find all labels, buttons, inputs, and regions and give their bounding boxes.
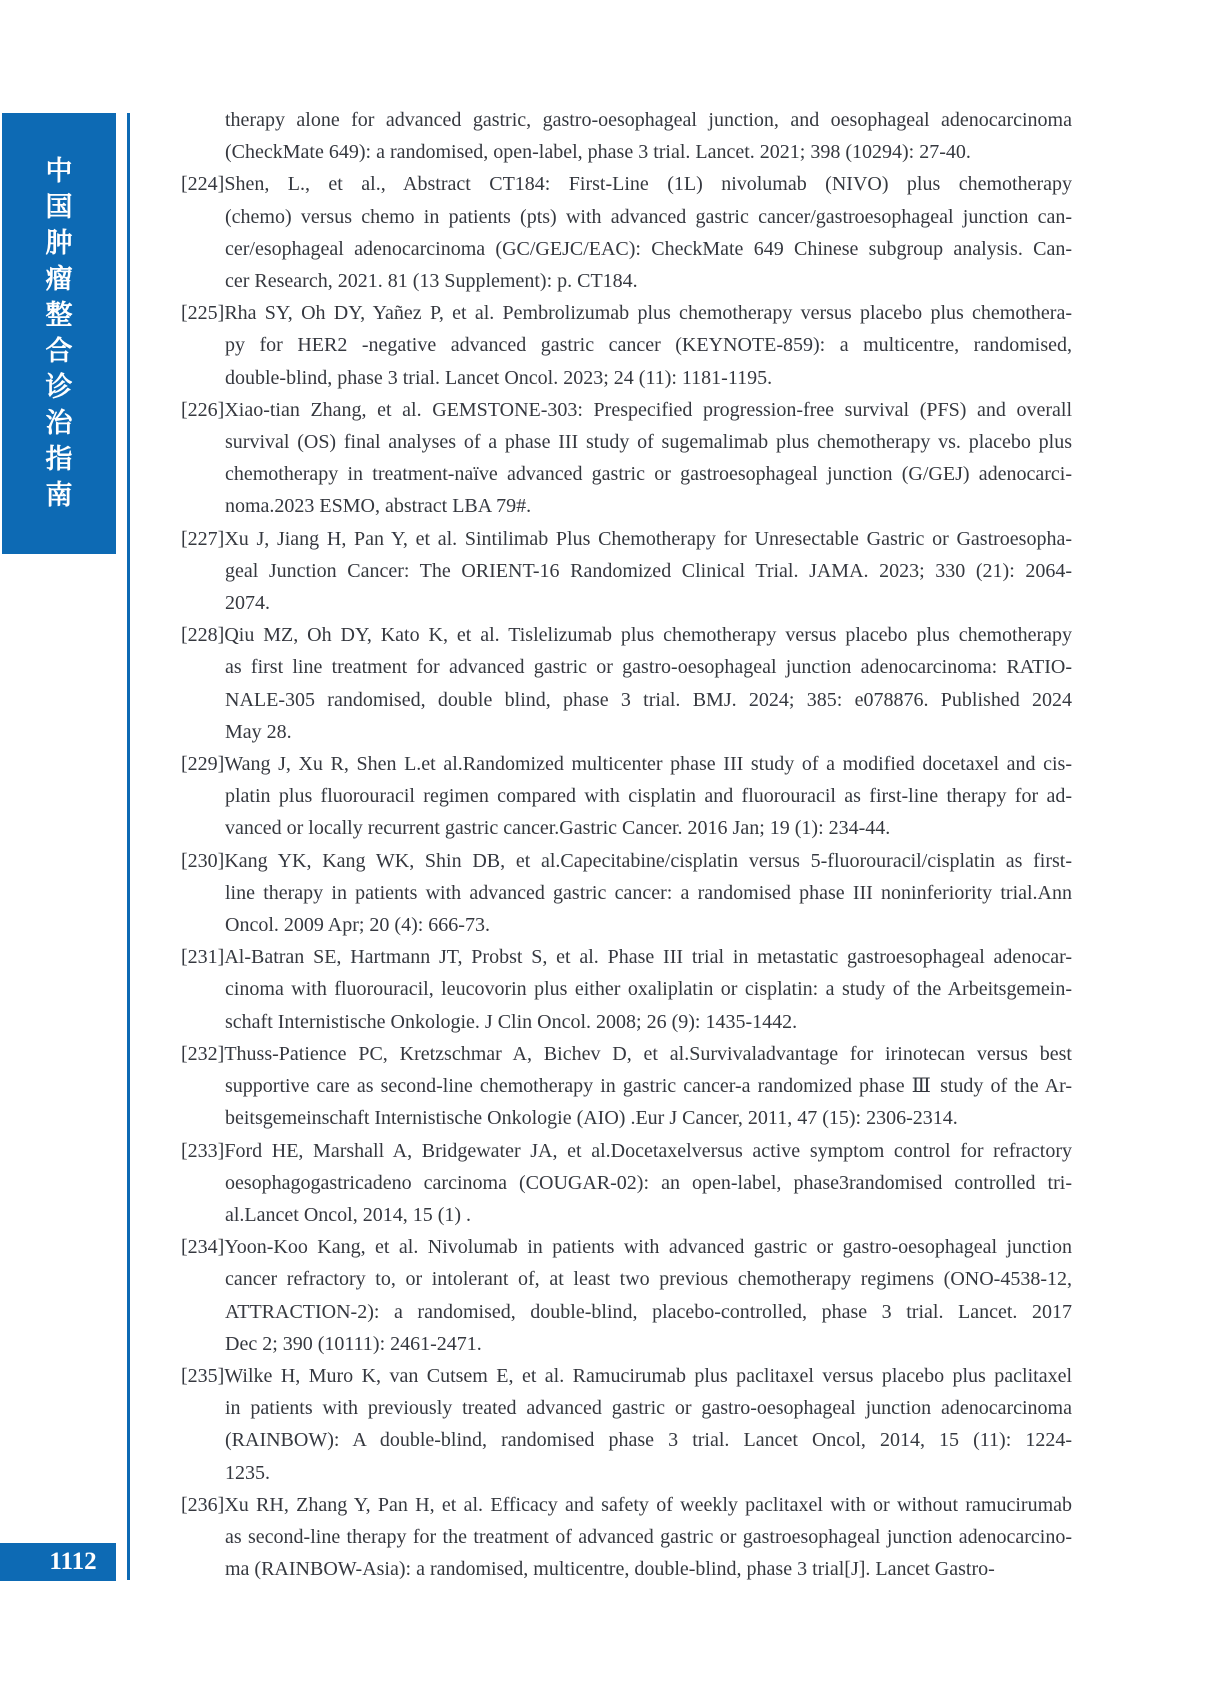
reference-line: beitsgemeinschaft Internistische Onkologie (AIO) .Eur J Cancer, 2011, 47 (15): 2306-2314.: [225, 1107, 958, 1130]
reference-entry: [181, 619, 1072, 748]
reference-entry: [181, 1038, 1072, 1135]
sidebar-divider-rule: [127, 113, 130, 1580]
reference-line: [233]Ford HE, Marshall A, Bridgewater JA, et al.Docetaxelversus active symptom control for refractory: [181, 1139, 1072, 1162]
book-title-char: 诊: [45, 372, 73, 403]
reference-entry: [181, 394, 1072, 523]
page-number: 1112: [49, 1548, 97, 1575]
reference-line: in patients with previously treated advanced gastric or gastro-oesophageal junction adenocarcinoma: [225, 1397, 1072, 1420]
reference-line: chemotherapy in treatment-naïve advanced gastric or gastroesophageal junction (G/GEJ) adenocarci-: [225, 463, 1072, 486]
book-title-char: 国: [45, 192, 73, 223]
reference-line: cer/esophageal adenocarcinoma (GC/GEJC/EAC): CheckMate 649 Chinese subgroup analysis. Can-: [225, 237, 1072, 260]
reference-line: May 28.: [225, 720, 292, 743]
references-list: [181, 104, 1072, 1585]
reference-line: double-blind, phase 3 trial. Lancet Oncol. 2023; 24 (11): 1181-1195.: [225, 366, 773, 389]
reference-line: 2074.: [225, 592, 270, 615]
reference-line: [235]Wilke H, Muro K, van Cutsem E, et al. Ramucirumab plus paclitaxel versus placebo plus paclitaxel: [181, 1364, 1072, 1387]
reference-line: [229]Wang J, Xu R, Shen L.et al.Randomized multicenter phase III study of a modified docetaxel and cis-: [181, 753, 1072, 776]
book-title-vertical-banner: [2, 113, 116, 554]
reference-entry: [181, 104, 1072, 168]
reference-line: line therapy in patients with advanced gastric cancer: a randomised phase III noninferiority trial.Ann: [225, 881, 1072, 904]
reference-line: Dec 2; 390 (10111): 2461-2471.: [225, 1332, 482, 1355]
reference-line: ATTRACTION-2): a randomised, double-blind, placebo-controlled, phase 3 trial. Lancet. 2017: [225, 1300, 1072, 1323]
reference-line: noma.2023 ESMO, abstract LBA 79#.: [225, 495, 532, 518]
reference-line: (RAINBOW): A double-blind, randomised phase 3 trial. Lancet Oncol, 2014, 15 (11): 1224-: [225, 1429, 1072, 1452]
reference-entry: [181, 168, 1072, 297]
book-title-char: 肿: [45, 228, 73, 259]
reference-entry: [181, 1231, 1072, 1360]
reference-line: [232]Thuss-Patience PC, Kretzschmar A, Bichev D, et al.Survivaladvantage for irinotecan versus best: [181, 1042, 1072, 1065]
reference-line: oesophagogastricadeno carcinoma (COUGAR-02): an open-label, phase3randomised controlled tri-: [225, 1171, 1072, 1194]
book-title-char: 南: [45, 480, 73, 511]
book-title-char: 中: [45, 156, 73, 187]
reference-line: [234]Yoon-Koo Kang, et al. Nivolumab in patients with advanced gastric or gastro-oesophageal junction: [181, 1236, 1072, 1259]
reference-entry: [181, 297, 1072, 394]
reference-line: [231]Al-Batran SE, Hartmann JT, Probst S, et al. Phase III trial in metastatic gastroesophageal adenocar-: [181, 946, 1072, 969]
reference-line: vanced or locally recurrent gastric cancer.Gastric Cancer. 2016 Jan; 19 (1): 234-44.: [225, 817, 891, 840]
reference-line: [224]Shen, L., et al., Abstract CT184: First-Line (1L) nivolumab (NIVO) plus chemotherapy: [181, 173, 1072, 196]
reference-line: [236]Xu RH, Zhang Y, Pan H, et al. Efficacy and safety of weekly paclitaxel with or without ramucirumab: [181, 1493, 1072, 1516]
reference-line: NALE-305 randomised, double blind, phase 3 trial. BMJ. 2024; 385: e078876. Published 2024: [225, 688, 1072, 711]
reference-line: (CheckMate 649): a randomised, open-label, phase 3 trial. Lancet. 2021; 398 (10294): 27-40.: [225, 141, 971, 164]
reference-line: [227]Xu J, Jiang H, Pan Y, et al. Sintilimab Plus Chemotherapy for Unresectable Gastric or Gastroesopha-: [181, 527, 1072, 550]
reference-line: platin plus fluorouracil regimen compared with cisplatin and fluorouracil as first-line therapy for ad-: [225, 785, 1072, 808]
reference-entry: [181, 1360, 1072, 1489]
reference-line: supportive care as second-line chemotherapy in gastric cancer-a randomized phase Ⅲ study of the Ar-: [225, 1075, 1072, 1098]
reference-entry: [181, 845, 1072, 942]
reference-line: cer Research, 2021. 81 (13 Supplement): p. CT184.: [225, 270, 638, 293]
reference-line: schaft Internistische Onkologie. J Clin Oncol. 2008; 26 (9): 1435-1442.: [225, 1010, 798, 1033]
reference-line: [228]Qiu MZ, Oh DY, Kato K, et al. Tislelizumab plus chemotherapy versus placebo plus chemotherapy: [181, 624, 1072, 647]
reference-line: [226]Xiao-tian Zhang, et al. GEMSTONE-303: Prespecified progression-free survival (PFS) and overall: [181, 398, 1072, 421]
reference-line: py for HER2 -negative advanced gastric cancer (KEYNOTE-859): a multicentre, randomised,: [225, 334, 1072, 357]
reference-line: survival (OS) final analyses of a phase III study of sugemalimab plus chemotherapy vs. placebo plus: [225, 431, 1072, 454]
reference-line: geal Junction Cancer: The ORIENT-16 Randomized Clinical Trial. JAMA. 2023; 330 (21): 2064-: [225, 559, 1072, 582]
reference-line: [225]Rha SY, Oh DY, Yañez P, et al. Pembrolizumab plus chemotherapy versus placebo plus chemothera-: [181, 302, 1072, 325]
reference-entry: [181, 1135, 1072, 1232]
reference-line: Oncol. 2009 Apr; 20 (4): 666-73.: [225, 914, 490, 937]
reference-entry: [181, 1489, 1072, 1586]
reference-line: therapy alone for advanced gastric, gastro-oesophageal junction, and oesophageal adenocarcinoma: [225, 109, 1072, 131]
reference-line: cancer refractory to, or intolerant of, at least two previous chemotherapy regimens (ONO-4538-12,: [225, 1268, 1072, 1291]
reference-line: as second-line therapy for the treatment of advanced gastric or gastroesophageal junction adenocarcino-: [225, 1525, 1072, 1548]
book-title-char: 治: [45, 408, 73, 439]
reference-entry: [181, 941, 1072, 1038]
book-title-char: 指: [45, 444, 73, 475]
book-title-char: 瘤: [45, 264, 73, 295]
reference-line: al.Lancet Oncol, 2014, 15 (1) .: [225, 1203, 472, 1226]
book-title-char: 整: [45, 300, 73, 331]
page-number-badge: [0, 1543, 116, 1581]
reference-line: [230]Kang YK, Kang WK, Shin DB, et al.Capecitabine/cisplatin versus 5-fluorouracil/cisplatin as first-: [181, 849, 1072, 872]
reference-line: ma (RAINBOW-Asia): a randomised, multicentre, double-blind, phase 3 trial[J]. Lancet Gastro-: [225, 1558, 995, 1581]
reference-line: cinoma with fluorouracil, leucovorin plus either oxaliplatin or cisplatin: a study of the Arbeitsgemein-: [225, 978, 1072, 1001]
reference-line: (chemo) versus chemo in patients (pts) with advanced gastric cancer/gastroesophageal junction can-: [225, 205, 1072, 228]
reference-line: as first line treatment for advanced gastric or gastro-oesophageal junction adenocarcinoma: RATIO-: [225, 656, 1072, 679]
reference-entry: [181, 748, 1072, 845]
reference-entry: [181, 523, 1072, 620]
book-title-char: 合: [45, 336, 73, 367]
reference-line: 1235.: [225, 1461, 270, 1484]
